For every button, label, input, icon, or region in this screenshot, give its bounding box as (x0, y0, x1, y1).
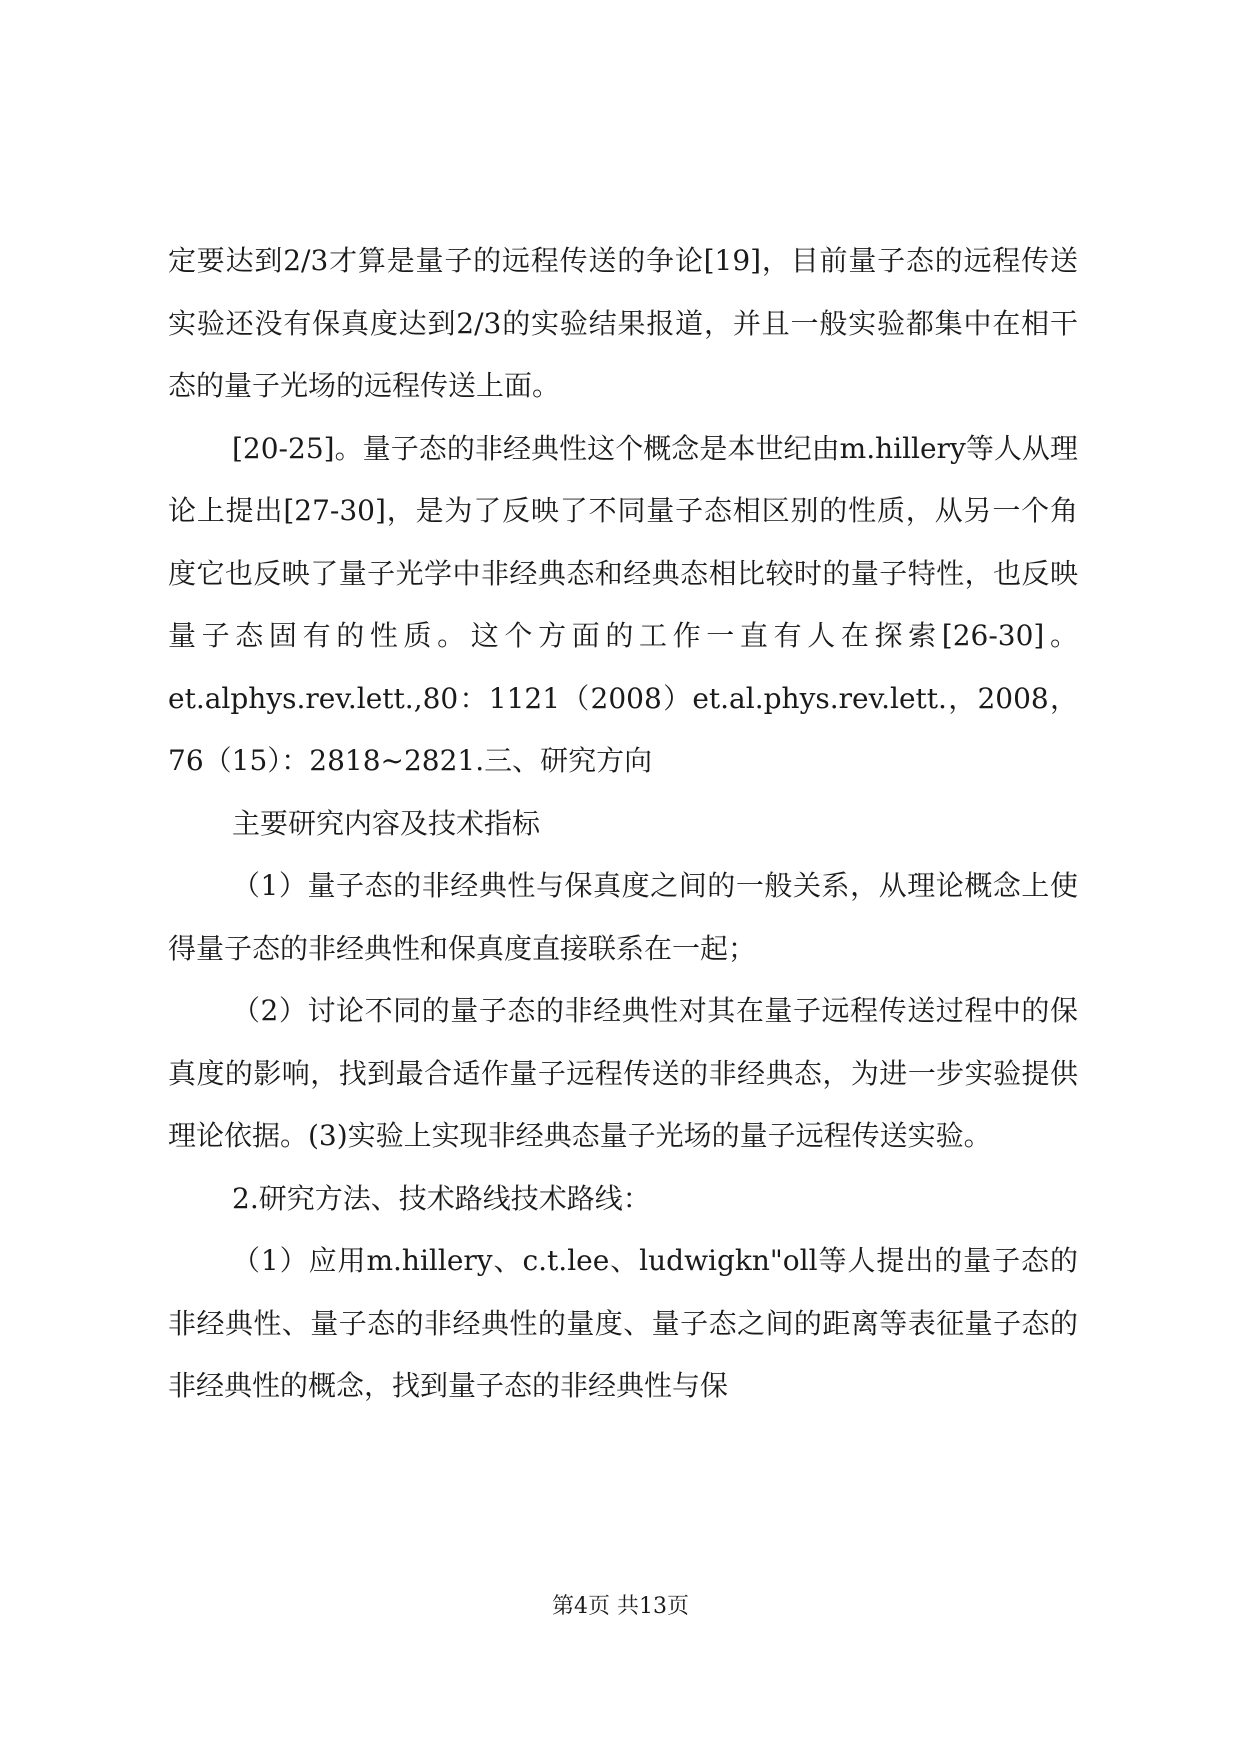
section-heading-methods: 2.研究方法、技术路线技术路线： (232, 1181, 651, 1215)
paragraph-nonclassicality: [20-25]。量子态的非经典性这个概念是本世纪由m.hillery等人从理论上提出[27-30]，是为了反映了不同量子态相区别的性质，从另一个角度它也反映了量子光学中非经典态和经典态相比较时的量子特性，也反映量子态固有的性质。这个方面的工作一直有人在探索[26-30]。et.alphys.rev.lett.,80：1121（2008）et.al.phys.rev.lett.，2008，76（15）：2818~2821.三、研究方向 (168, 431, 1078, 777)
list-item-method-1: （1）应用m.hillery、c.t.lee、ludwigkn"oll等人提出的量子态的非经典性、量子态的非经典性的量度、量子态之间的距离等表征量子态的非经典性的概念，找到量子态的非经典性与保 (168, 1244, 1078, 1402)
document-body (168, 230, 1078, 1418)
list-item-1: （1）量子态的非经典性与保真度之间的一般关系，从理论概念上使得量子态的非经典性和保真度直接联系在一起； (168, 869, 1078, 965)
list-item-2: （2）讨论不同的量子态的非经典性对其在量子远程传送过程中的保真度的影响，找到最合适作量子远程传送的非经典态，为进一步实验提供理论依据。(3)实验上实现非经典态量子光场的量子远程传送实验。 (168, 994, 1078, 1152)
section-heading-research-content: 主要研究内容及技术指标 (232, 806, 541, 840)
paragraph-continuation: 定要达到2/3才算是量子的远程传送的争论[19]，目前量子态的远程传送实验还没有保真度达到2/3的实验结果报道，并且一般实验都集中在相干态的量子光场的远程传送上面。 (168, 244, 1078, 402)
page-number: 第4页 共13页 (552, 1594, 689, 1619)
